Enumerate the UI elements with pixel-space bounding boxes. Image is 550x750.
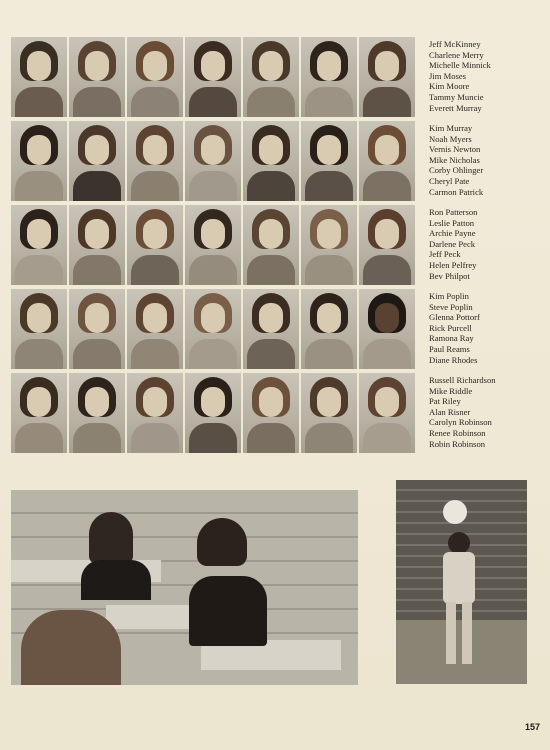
name-list bbox=[429, 123, 539, 197]
student-portrait bbox=[69, 37, 125, 117]
student-name: Pat Riley bbox=[429, 396, 461, 407]
portrait-row bbox=[11, 205, 417, 288]
player-jersey bbox=[443, 552, 475, 604]
student-portrait bbox=[185, 121, 241, 201]
classroom-photo bbox=[11, 490, 358, 685]
student-portrait bbox=[359, 373, 415, 453]
student-name: Paul Reams bbox=[429, 343, 470, 354]
student-portrait bbox=[243, 121, 299, 201]
student-name: Jeff McKinney bbox=[429, 39, 481, 49]
student-portrait bbox=[127, 373, 183, 453]
student-portrait bbox=[359, 205, 415, 285]
student-portrait bbox=[301, 289, 357, 369]
portrait-row bbox=[11, 289, 417, 372]
student-name: Mike Riddle bbox=[429, 385, 473, 396]
volleyball-photo bbox=[396, 480, 527, 684]
student-name: Ron Patterson bbox=[429, 207, 478, 217]
student-portrait bbox=[359, 37, 415, 117]
student-portrait bbox=[11, 121, 67, 201]
student-name: Ramona Ray bbox=[429, 333, 474, 344]
student-portrait bbox=[185, 37, 241, 117]
wall-brick-row bbox=[11, 538, 358, 562]
student-portrait bbox=[301, 37, 357, 117]
player-leg bbox=[446, 602, 456, 664]
student-portrait bbox=[69, 205, 125, 285]
student-portrait bbox=[11, 289, 67, 369]
wall-brick-row bbox=[11, 514, 358, 538]
student-name: Rick Purcell bbox=[429, 322, 472, 333]
student-portrait bbox=[185, 205, 241, 285]
student-name: Archie Payne bbox=[429, 228, 476, 239]
student-name: Leslie Patton bbox=[429, 217, 475, 228]
student-name: Alan Risner bbox=[429, 406, 471, 417]
student-name: Helen Pelfrey bbox=[429, 259, 477, 270]
student-name: Charlene Merry bbox=[429, 49, 484, 60]
student-portrait bbox=[185, 289, 241, 369]
student-portrait bbox=[243, 37, 299, 117]
student-name: Jim Moses bbox=[429, 70, 467, 81]
student-name: Darlene Peck bbox=[429, 238, 476, 249]
student-portrait bbox=[243, 373, 299, 453]
student-portrait bbox=[127, 121, 183, 201]
player-head bbox=[448, 532, 470, 554]
student-figure-left bbox=[89, 512, 133, 564]
student-name: Michelle Minnick bbox=[429, 60, 491, 71]
student-name: Russell Richardson bbox=[429, 375, 496, 385]
name-list bbox=[429, 291, 539, 365]
player-leg bbox=[462, 602, 472, 664]
student-portrait bbox=[185, 373, 241, 453]
student-name: Everett Murray bbox=[429, 102, 482, 113]
student-name: Mike Nicholas bbox=[429, 154, 480, 165]
student-name: Carolyn Robinson bbox=[429, 417, 492, 428]
page-number: 157 bbox=[525, 722, 541, 732]
student-portrait bbox=[127, 205, 183, 285]
student-name: Corby Ohlinger bbox=[429, 165, 484, 176]
student-name: Noah Myers bbox=[429, 133, 472, 144]
student-portrait bbox=[301, 205, 357, 285]
wall-brick-row bbox=[11, 490, 358, 514]
student-portrait bbox=[359, 121, 415, 201]
student-name: Jeff Peck bbox=[429, 249, 461, 260]
student-name: Bev Philpot bbox=[429, 270, 470, 281]
student-name: Robin Robinson bbox=[429, 438, 486, 449]
student-portrait bbox=[243, 205, 299, 285]
student-name: Diane Rhodes bbox=[429, 354, 478, 365]
student-portrait bbox=[127, 37, 183, 117]
student-foreground-head bbox=[21, 610, 121, 685]
student-name: Vernis Newton bbox=[429, 144, 481, 155]
portrait-grid bbox=[11, 37, 417, 457]
student-name: Cheryl Pate bbox=[429, 175, 470, 186]
portrait-row bbox=[11, 373, 417, 456]
student-name: Glenna Pottorf bbox=[429, 312, 480, 323]
student-portrait bbox=[359, 289, 415, 369]
name-list bbox=[429, 39, 539, 113]
student-portrait bbox=[127, 289, 183, 369]
student-portrait bbox=[301, 121, 357, 201]
portrait-row bbox=[11, 121, 417, 204]
student-portrait bbox=[11, 373, 67, 453]
student-portrait bbox=[69, 289, 125, 369]
student-name: Kim Moore bbox=[429, 81, 470, 92]
name-list bbox=[429, 375, 539, 449]
student-portrait bbox=[11, 37, 67, 117]
student-portrait bbox=[243, 289, 299, 369]
student-name: Kim Poplin bbox=[429, 291, 469, 301]
portrait-row bbox=[11, 37, 417, 120]
student-portrait bbox=[11, 205, 67, 285]
volleyball bbox=[443, 500, 467, 524]
student-name: Steve Poplin bbox=[429, 301, 473, 312]
student-portrait bbox=[69, 121, 125, 201]
name-list bbox=[429, 207, 539, 281]
student-name: Tammy Muncie bbox=[429, 91, 484, 102]
student-name: Kim Murray bbox=[429, 123, 473, 133]
student-name: Carmon Patrick bbox=[429, 186, 484, 197]
student-name: Renee Robinson bbox=[429, 427, 486, 438]
student-figure-left-body bbox=[81, 560, 151, 600]
student-portrait bbox=[69, 373, 125, 453]
student-figure-right-body bbox=[189, 576, 267, 646]
student-figure-right bbox=[197, 518, 247, 566]
student-portrait bbox=[301, 373, 357, 453]
